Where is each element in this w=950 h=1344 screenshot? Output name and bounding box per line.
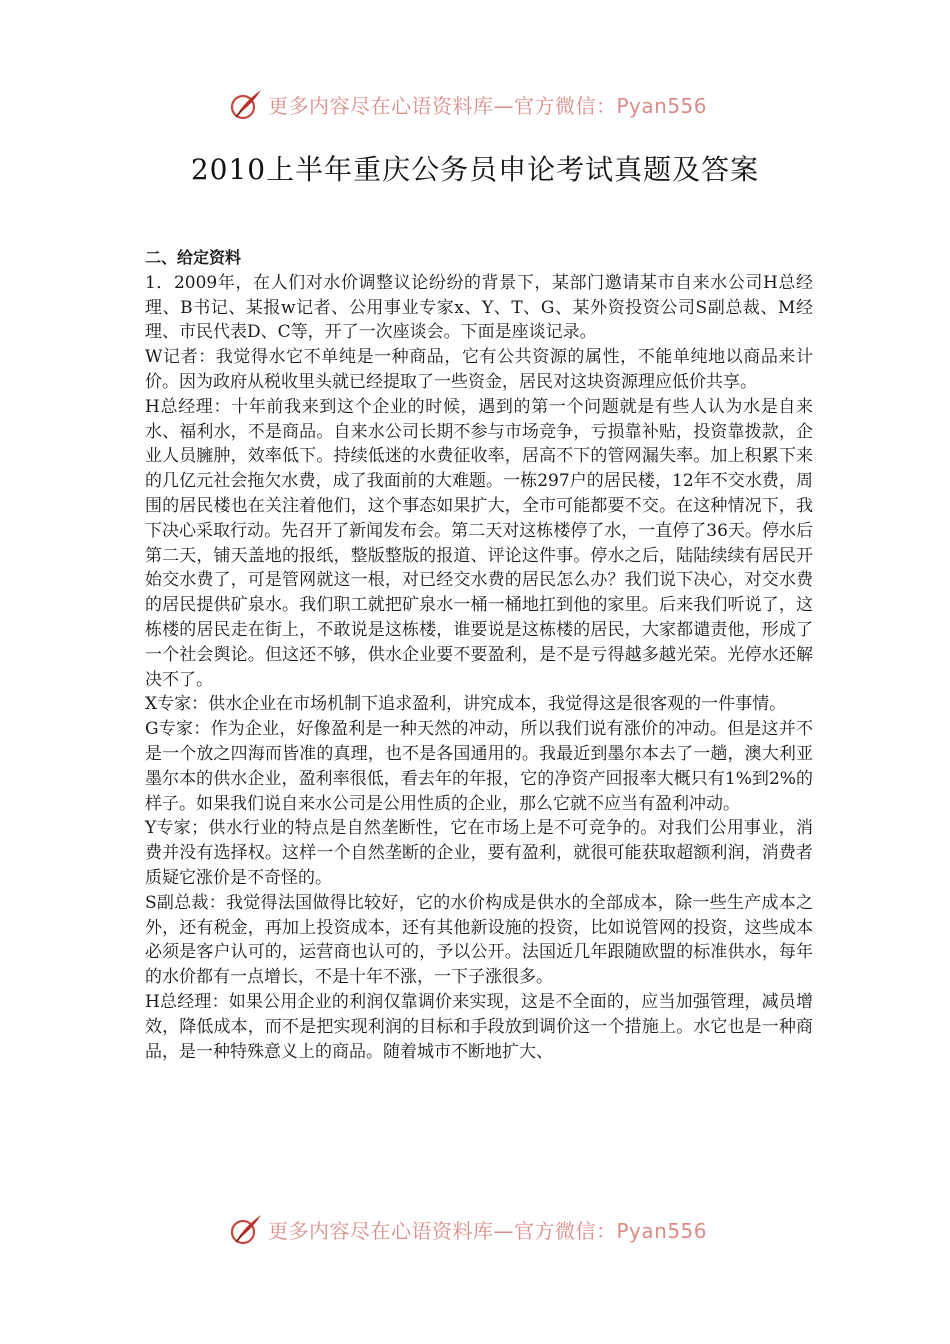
paragraph: H总经理：十年前我来到这个企业的时候，遇到的第一个问题就是有些人认为水是自来水、福利水，不是商品。自来水公司长期不参与市场竞争，亏损靠补贴，投资靠拨款，企业人员臃肿，效率低下。持续低迷的水费征收率，居高不下的管网漏失率。加上积累下来的几亿元社会拖欠水费，成了我面前的大难题。一栋297户的居民楼，12年不交水费，周围的居民楼也在关注着他们，这个事态如果扩大，全市可能都要不交。在这种情况下，我下决心采取行动。先召开了新闻发布会。第二天对这栋楼停了水，一直停了36天。停水后第二天，铺天盖地的报纸，整版整版的报道、评论这件事。停水之后，陆陆续续有居民开始交水费了，可是管网就这一根，对已经交水费的居民怎么办？我们说下决心，对交水费的居民提供矿泉水。我们职工就把矿泉水一桶一桶地扛到他的家里。后来我们听说了，这栋楼的居民走在街上，不敢说是这栋楼，谁要说是这栋楼的居民，大家都谴责他，形成了一个社会舆论。但这还不够，供水企业要不要盈利，是不是亏得越多越光荣。光停水还解决不了。 xyxy=(145,396,813,690)
document-body xyxy=(145,246,813,1064)
paragraph: 1．2009年，在人们对水价调整议论纷纷的背景下，某部门邀请某市自来水公司H总经理、B书记、某报w记者、公用事业专家x、Y、T、G、某外资投资公司S副总裁、M经理、市民代表D、C等，开了一次座谈会。下面是座谈记录。 xyxy=(145,272,813,343)
paragraph: W记者：我觉得水它不单纯是一种商品，它有公共资源的属性，不能单纯地以商品来计价。因为政府从税收里头就已经提取了一些资金，居民对这块资源理应低价共享。 xyxy=(145,347,813,392)
quill-logo-icon xyxy=(228,1211,264,1247)
paragraph: G专家：作为企业，好像盈利是一种天然的冲动，所以我们说有涨价的冲动。但是这并不是一个放之四海而皆准的真理，也不是各国通用的。我最近到墨尔本去了一趟，澳大利亚墨尔本的供水企业，盈利率很低，看去年的年报，它的净资产回报率大概只有1%到2%的样子。如果我们说自来水公司是公用性质的企业，那么它就不应当有盈利冲动。 xyxy=(145,719,813,814)
paragraph: S副总裁：我觉得法国做得比较好，它的水价构成是供水的全部成本，除一些生产成本之外，还有税金，再加上投资成本，还有其他新设施的投资，比如说管网的投资，这些成本必须是客户认可的，运营商也认可的，予以公开。法国近几年跟随欧盟的标准供水，每年的水价都有一点增长，不是十年不涨，一下子涨很多。 xyxy=(145,892,813,988)
page-title: 2010上半年重庆公务员申论考试真题及答案 xyxy=(190,153,760,186)
watermark-text: 更多内容尽在心语资料库—官方微信：Pyan556 xyxy=(268,1218,708,1243)
section-heading: 二、给定资料 xyxy=(145,248,242,267)
watermark-text: 更多内容尽在心语资料库—官方微信：Pyan556 xyxy=(268,93,708,118)
quill-logo-icon xyxy=(228,86,264,122)
paragraph: X专家：供水企业在市场机制下追求盈利，讲究成本，我觉得这是很客观的一件事情。 xyxy=(145,694,787,715)
watermark-banner-top xyxy=(228,84,748,124)
paragraph: H总经理：如果公用企业的利润仅靠调价来实现，这是不全面的，应当加强管理，减员增效，降低成本，而不是把实现利润的目标和手段放到调价这一个措施上。水它也是一种商品，是一种特殊意义上的商品。随着城市不断地扩大、 xyxy=(145,991,813,1062)
watermark-banner-bottom xyxy=(228,1209,748,1249)
paragraph: Y专家；供水行业的特点是自然垄断性，它在市场上是不可竞争的。对我们公用事业，消费并没有选择权。这样一个自然垄断的企业，要有盈利，就很可能获取超额利润，消费者质疑它涨价是不奇怪的。 xyxy=(145,818,813,888)
